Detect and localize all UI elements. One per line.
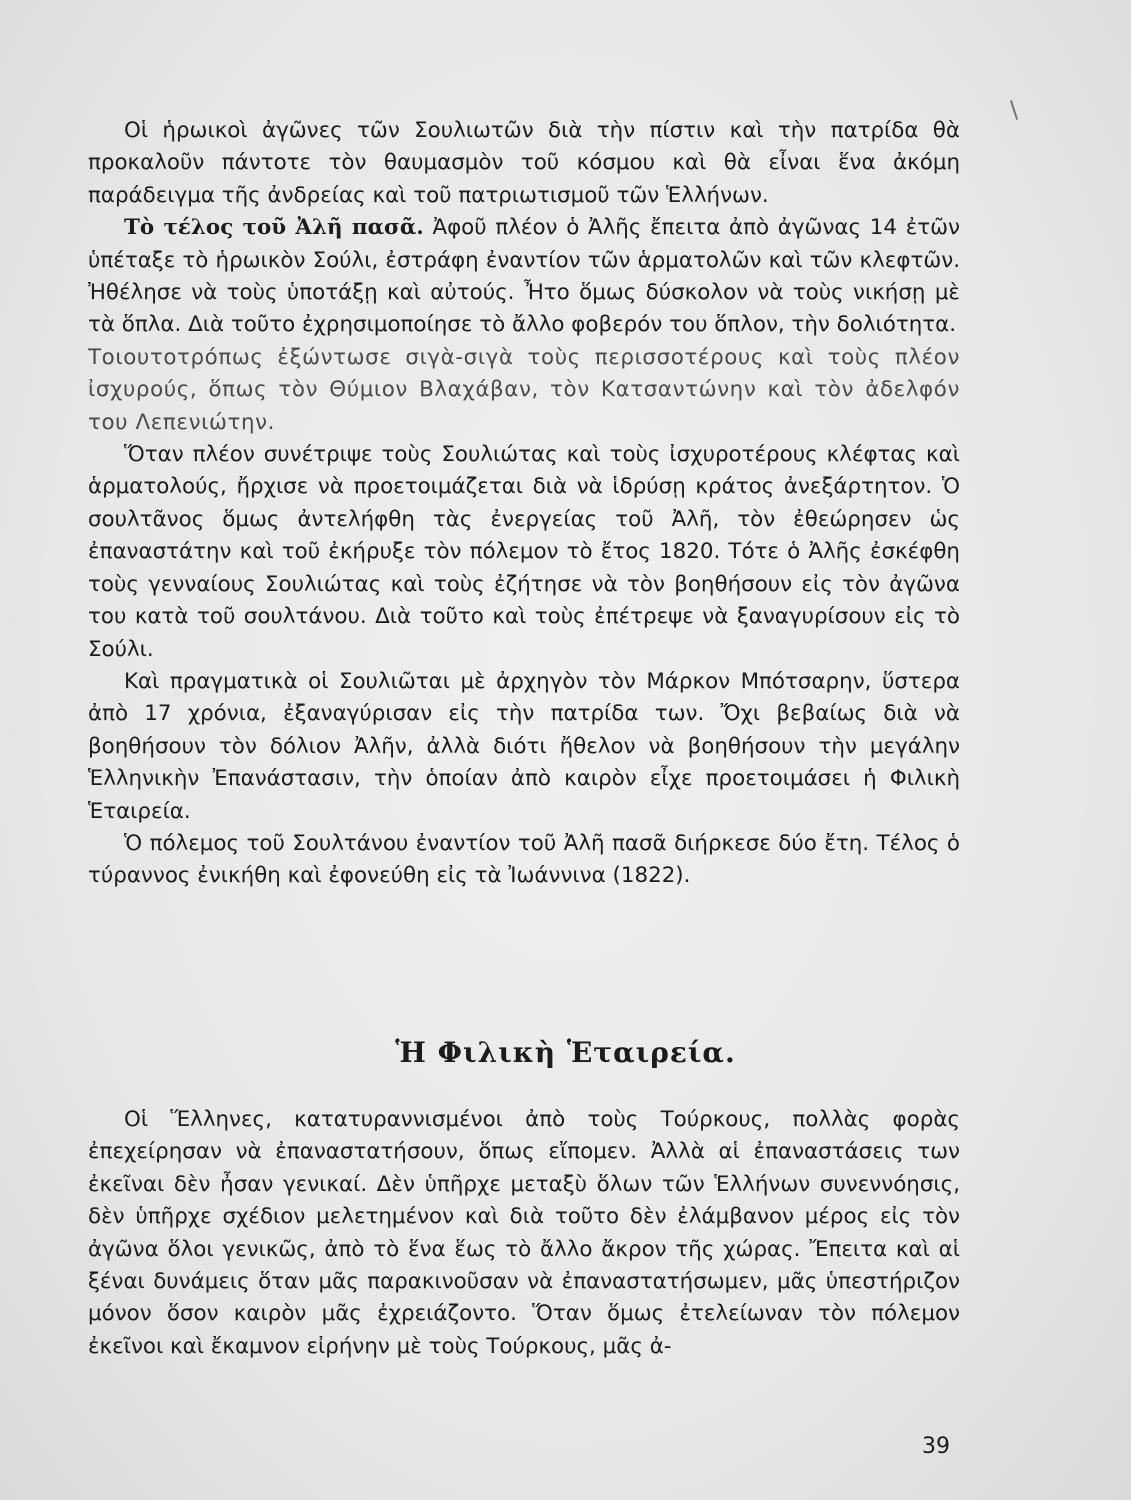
end-of-ali-pasha-paragraph [88, 212, 960, 342]
page-number: 39 [922, 1434, 950, 1459]
klephts-eliminated-paragraph: Τοιουτοτρόπως ἐξώντωσε σιγὰ-σιγὰ τοὺς περισσοτέρους καὶ τοὺς πλέον ἰσχυρούς, ὅπως τὸν Θύμιον Βλαχάβαν, τὸν Κατσαντώνην καὶ τὸν ἀδελφόν του Λεπενιώτην. [88, 344, 960, 435]
end-of-ali-pasha-heading: Τὸ τέλος τοῦ Ἀλῆ πασᾶ. [124, 215, 424, 241]
end-of-ali-pasha-text: Ἀφοῦ πλέον ὁ Ἀλῆς ἔπειτα ἀπὸ ἀγῶνας 14 ἐτῶν ὑπέταξε τὸ ἡρωικὸν Σούλι, ἐστράφη ἐναντίον τῶν ἁρματολῶν καὶ τῶν κλεφτῶν. Ἠθέλησε νὰ τοὺς ὑποτάξῃ καὶ αὐτούς. Ἦτο ὅμως δύσκολον νὰ τοὺς νικήσῃ μὲ τὰ ὅπλα. Διὰ τοῦτο ἐχρησιμοποίησε τὸ ἄλλο φοβερόν του ὅπλον, τὴν δολιότητα. [88, 215, 960, 338]
souliotes-return-paragraph: Καὶ πραγματικὰ οἱ Σουλιῶται μὲ ἀρχηγὸν τὸν Μάρκον Μπότσαρην, ὕστερα ἀπὸ 17 χρόνια, ἐξαναγύρισαν εἰς τὴν πατρίδα των. Ὄχι βεβαίως διὰ νὰ βοηθήσουν τὸν δόλιον Ἀλῆν, ἀλλὰ διότι ἤθελον νὰ βοηθήσουν τὴν μεγάλην Ἑλληνικὴν Ἐπανάστασιν, τὴν ὁποίαν ἀπὸ καιρὸν εἶχε προετοιμάσει ἡ Φιλικὴ Ἑταιρεία. [88, 668, 960, 824]
filiki-etaireia-paragraph: Οἱ Ἕλληνες, κατατυραννισμένοι ἀπὸ τοὺς Τούρκους, πολλὰς φορὰς ἐπεχείρησαν νὰ ἐπαναστατήσουν, ὅπως εἴπομεν. Ἀλλὰ αἱ ἐπαναστάσεις των ἐκεῖναι δὲν ἦσαν γενικαί. Δὲν ὑπῆρχε μεταξὺ ὅλων τῶν Ἑλλήνων συνεννόησις, δὲν ὑπῆρχε σχέδιον μελετημένον καὶ διὰ τοῦτο δὲν ἐλάμβανον μέρος εἰς τὸν ἀγῶνα ὅλοι γενικῶς, ἀπὸ τὸ ἕνα ἕως τὸ ἄλλο ἄκρον τῆς χώρας. Ἔπειτα καὶ αἱ ξέναι δυνάμεις ὅταν μᾶς παρακινοῦσαν νὰ ἐπαναστατήσωμεν, μᾶς ὑπεστήριζον μόνον ὅσον καιρὸν μᾶς ἐχρειάζοντο. Ὅταν ὅμως ἐτελείωναν τὸν πόλεμον ἐκεῖνοι καὶ ἔκαμνον εἰρήνην μὲ τοὺς Τούρκους, μᾶς ἀ- [88, 1107, 960, 1359]
souliote-struggles-paragraph: Οἱ ἡρωικοὶ ἀγῶνες τῶν Σουλιωτῶν διὰ τὴν πίστιν καὶ τὴν πατρίδα θὰ προκαλοῦν πάντοτε τὸν θαυμασμὸν τοῦ κόσμου καὶ θὰ εἶναι ἕνα ἀκόμη παράδειγμα τῆς ἀνδρείας καὶ τοῦ πατριωτισμοῦ τῶν Ἑλλήνων. [88, 118, 960, 208]
chapter-text-block [88, 1104, 960, 1363]
top-text-block [88, 115, 960, 893]
sultan-war-paragraph: Ὅταν πλέον συνέτριψε τοὺς Σουλιώτας καὶ τοὺς ἰσχυροτέρους κλέφτας καὶ ἁρματολούς, ἤρχισε νὰ προετοιμάζεται διὰ νὰ ἱδρύσῃ κράτος ἀνεξάρτητον. Ὁ σουλτᾶνος ὅμως ἀντελήφθη τὰς ἐνεργείας τοῦ Ἀλῆ, τὸν ἐθεώρησεν ὡς ἐπαναστάτην καὶ τοῦ ἐκήρυξε τὸν πόλεμον τὸ ἔτος 1820. Τότε ὁ Ἀλῆς ἐσκέφθη τοὺς γενναίους Σουλιώτας καὶ τοὺς ἐζήτησε νὰ τὸν βοηθήσουν εἰς τὸν ἀγῶνα του κατὰ τοῦ σουλτάνου. Διὰ τοῦτο καὶ τοὺς ἐπέτρεψε νὰ ξαναγυρίσουν εἰς τὸ Σούλι. [88, 442, 960, 662]
chapter-heading: Ἡ Φιλικὴ Ἑταιρεία. [395, 1036, 736, 1069]
page-crease-mark [1010, 100, 1018, 120]
ali-defeat-paragraph: Ὁ πόλεμος τοῦ Σουλτάνου ἐναντίον τοῦ Ἀλῆ πασᾶ διήρκεσε δύο ἔτη. Τέλος ὁ τύραννος ἐνικήθη καὶ ἐφονεύθη εἰς τὰ Ἰωάννινα (1822). [88, 830, 960, 889]
